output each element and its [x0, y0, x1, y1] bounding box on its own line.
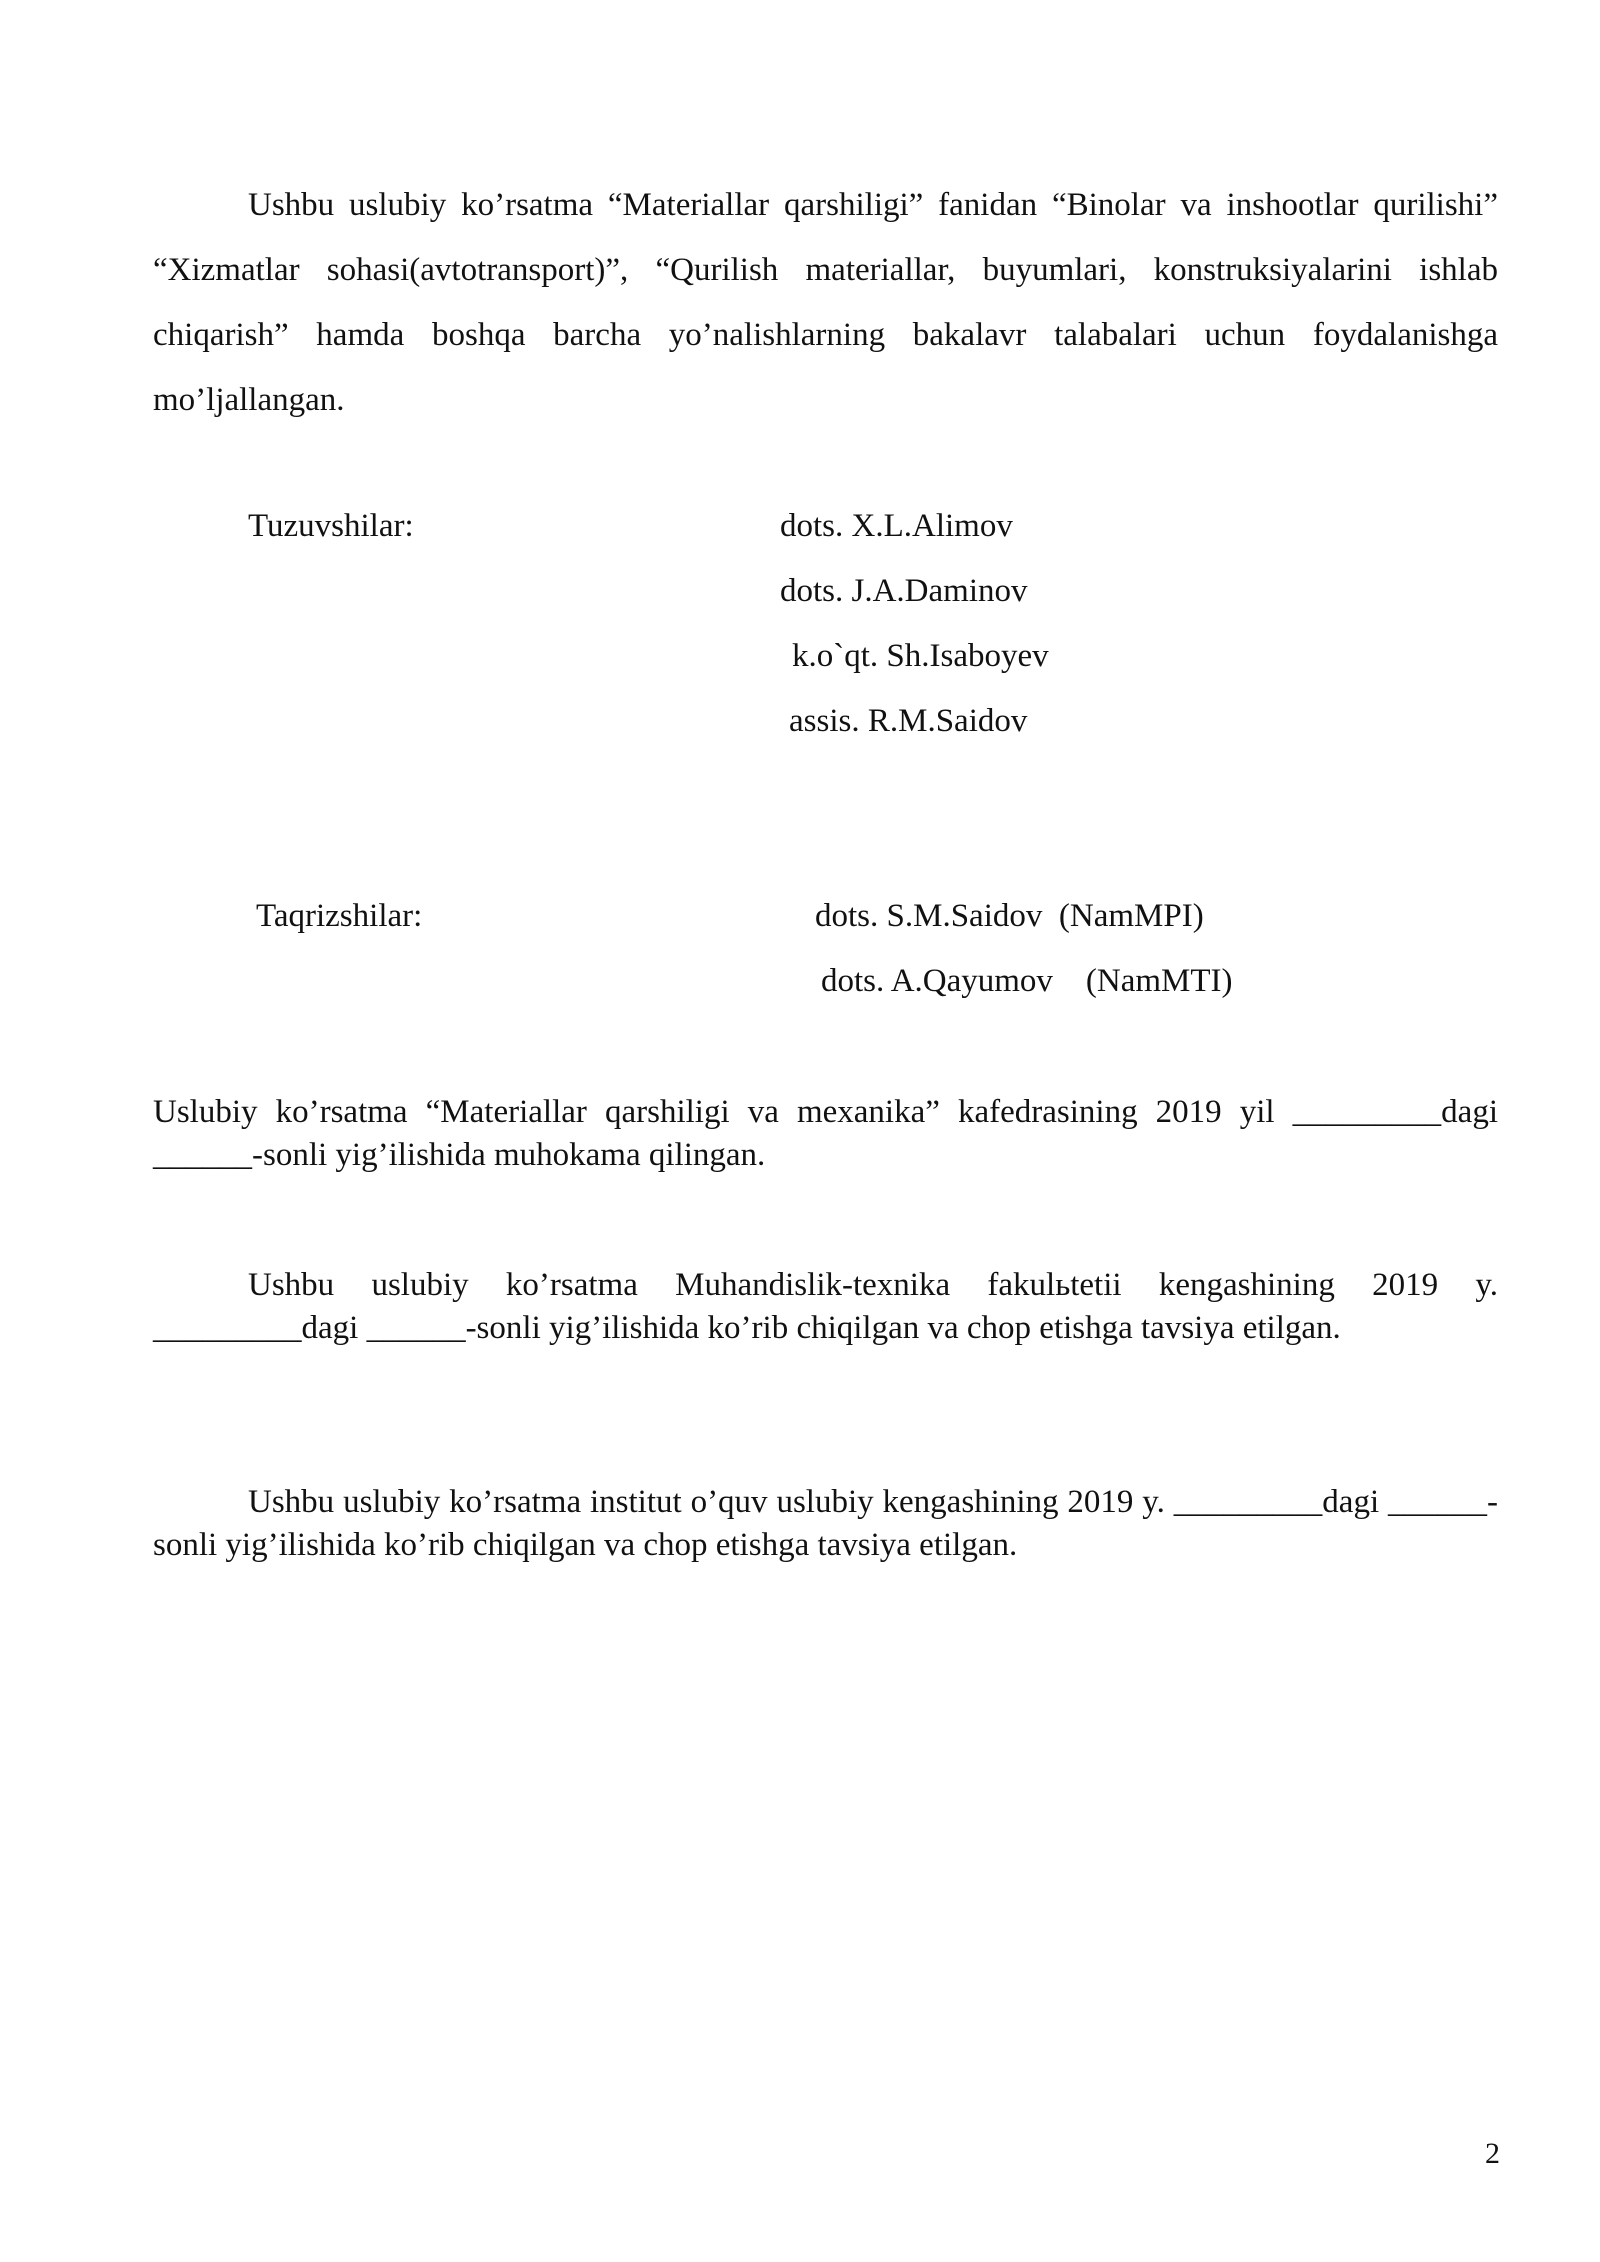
reviewers-label: Taqrizshilar:: [256, 898, 423, 934]
reviewer-name: dots. S.M.Saidov (NamMPI): [815, 898, 1204, 934]
faculty-approval-paragraph: Ushbu uslubiy ko’rsatma Muhandislik-texnika fakulьtetii kengashining 2019 y. _________dagi ______-sonli yig’ilishida ko’rib chiqilgan va chop etishga tavsiya etilgan.: [153, 1267, 1498, 1346]
reviewer-name: dots. A.Qayumov (NamMTI): [821, 963, 1233, 999]
author-name: dots. J.A.Daminov: [780, 573, 1028, 609]
author-name: dots. X.L.Alimov: [780, 508, 1013, 544]
author-name: assis. R.M.Saidov: [789, 703, 1028, 739]
page-number: 2: [1485, 2137, 1500, 2170]
department-approval-paragraph: Uslubiy ko’rsatma “Materiallar qarshiligi va mexanika” kafedrasining 2019 yil _________dagi ______-sonli yig’ilishida muhokama qilingan.: [153, 1094, 1498, 1173]
institute-approval-paragraph: Ushbu uslubiy ko’rsatma institut o’quv uslubiy kengashining 2019 y. _________dagi ______-sonli yig’ilishida ko’rib chiqilgan va chop etishga tavsiya etilgan.: [153, 1484, 1498, 1563]
intro-paragraph: Ushbu uslubiy ko’rsatma “Materiallar qarshiligi” fanidan “Binolar va inshootlar qurilishi” “Xizmatlar sohasi(avtotransport)”, “Qurilish materiallar, buyumlari, konstruksiyalarini ishlab chiqarish” hamda boshqa barcha yo’nalishlarning bakalavr talabalari uchun foydalanishga mo’ljallangan.: [153, 187, 1498, 418]
author-name: k.o`qt. Sh.Isaboyev: [792, 638, 1049, 674]
authors-label: Tuzuvshilar:: [248, 508, 414, 544]
